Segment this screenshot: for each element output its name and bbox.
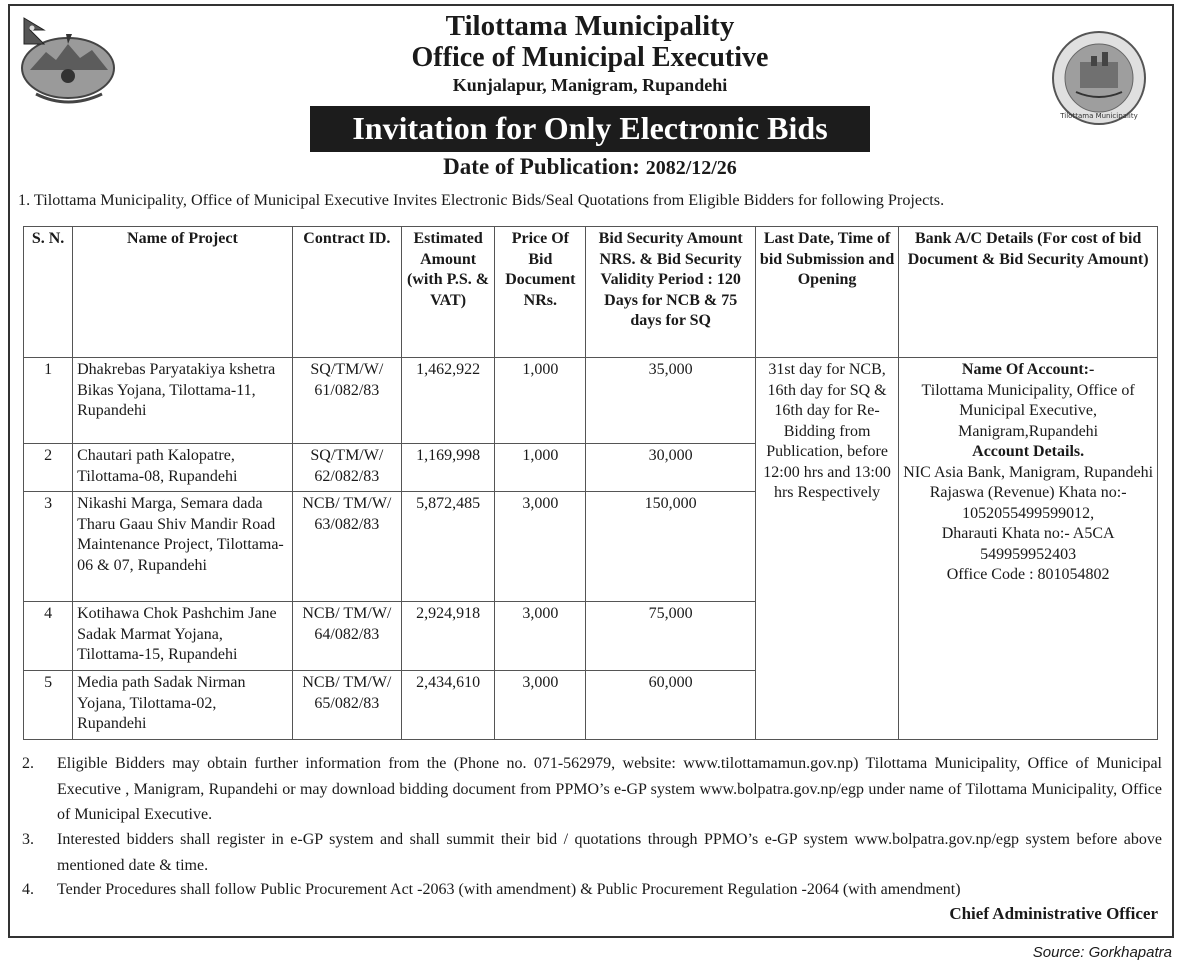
municipality-logo [1046,28,1152,126]
header-project: Name of Project [73,227,293,358]
bank-office-code: Office Code : 801054802 [946,566,1110,583]
header-last-date: Last Date, Time of bid Submission and Opening [755,227,898,358]
header-price: Price Of Bid Document NRs. [495,227,586,358]
notice-banner: Invitation for Only Electronic Bids [310,106,870,152]
cell-last-date: 31st day for NCB, 16th day for SQ & 16th day for Re-Bidding from Publication, before 12:00 hrs and 13:00 hrs Respectively [755,358,898,740]
bank-details-label: Account Details. [972,443,1085,460]
cell-project: Dhakrebas Paryatakiya kshetra Bikas Yojana, Tilottama-11, Rupandehi [73,358,293,444]
header-sn: S. N. [24,227,73,358]
header-amount: Estimated Amount (with P.S. & VAT) [401,227,494,358]
cell-sn: 1 [24,358,73,444]
cell-price: 3,000 [495,492,586,602]
paragraph-3 [22,827,1162,878]
header-contract: Contract ID. [292,227,401,358]
address: Kunjalapur, Manigram, Rupandehi [452,75,728,95]
cell-sn: 5 [24,671,73,740]
cell-project: Chautari path Kalopatre, Tilottama-08, Rupandehi [73,444,293,492]
cell-project: Media path Sadak Nirman Yojana, Tilottama-02, Rupandehi [73,671,293,740]
cell-price: 3,000 [495,671,586,740]
cell-security: 30,000 [586,444,755,492]
cell-contract: SQ/TM/W/ 62/082/83 [292,444,401,492]
paragraph-text: Eligible Bidders may obtain further information from the (Phone no. 071-562979, website: www.tilottamamun.gov.np) Tilottama Municipality, Office of Municipal Executive , Manigram, Rupandehi or may download bidding document from PPMO’s e-GP system www.bolpatra.gov.np/egp under name of Tilottama Municipality, Office of Municipal Executive. [57,755,1162,823]
cell-amount: 5,872,485 [401,492,494,602]
cell-contract: NCB/ TM/W/ 64/082/83 [292,602,401,671]
cell-amount: 1,462,922 [401,358,494,444]
bank-name: NIC Asia Bank, Manigram, Rupandehi [903,463,1154,481]
bank-dharauti-account: Dharauti Khata no:- A5CA 549959952403 [941,525,1115,563]
cell-bank-details [899,358,1158,740]
publication-value: 2082/12/26 [645,157,737,179]
office-title: Office of Municipal Executive [411,42,769,73]
paragraph-text: Tender Procedures shall follow Public Procurement Act -2063 (with amendment) & Public Procurement Regulation -2064 (with amendment) [57,881,961,898]
header-security: Bid Security Amount NRS. & Bid Security Validity Period : 120 Days for NCB & 75 days for SQ [586,227,755,358]
cell-security: 75,000 [586,602,755,671]
paragraph-2 [22,751,1162,828]
paragraph-4 [22,877,1162,903]
intro-paragraph: 1. Tilottama Municipality, Office of Municipal Executive Invites Electronic Bids/Seal Quotations from Eligible Bidders for following Projects. [18,191,945,209]
signature: Chief Administrative Officer [949,904,1158,923]
publication-label: Date of Publication: [443,154,640,179]
cell-project: Nikashi Marga, Semara dada Tharu Gaau Shiv Mandir Road Maintenance Project, Tilottama-06 & 07, Rupandehi [73,492,293,602]
bank-account-name: Tilottama Municipality, Office of Municipal Executive, Manigram,Rupandehi [921,381,1135,440]
paragraph-number: 3. [22,831,34,848]
cell-security: 60,000 [586,671,755,740]
paragraph-text: Interested bidders shall register in e-GP system and shall summit their bid / quotations through PPMO’s e-GP system www.bolpatra.gov.np/egp system before above mentioned date & time. [57,831,1162,874]
paragraph-number: 4. [22,881,34,898]
header-bank: Bank A/C Details (For cost of bid Document & Bid Security Amount) [899,227,1158,358]
bank-revenue-account: Rajaswa (Revenue) Khata no:- 1052055499599012, [929,484,1127,522]
bank-account-label: Name Of Account:- [961,361,1095,378]
nepal-emblem-logo [16,14,120,106]
bids-table [23,226,1158,740]
cell-sn: 3 [24,492,73,602]
cell-project: Kotihawa Chok Pashchim Jane Sadak Marmat Yojana, Tilottama-15, Rupandehi [73,602,293,671]
cell-security: 150,000 [586,492,755,602]
cell-sn: 4 [24,602,73,671]
cell-contract: SQ/TM/W/ 61/082/83 [292,358,401,444]
cell-contract: NCB/ TM/W/ 65/082/83 [292,671,401,740]
logo-right-caption: Tilottama Municipality [1060,112,1138,120]
cell-price: 1,000 [495,444,586,492]
cell-price: 3,000 [495,602,586,671]
cell-contract: NCB/ TM/W/ 63/082/83 [292,492,401,602]
source-credit: Source: Gorkhapatra [1032,944,1172,961]
cell-amount: 2,434,610 [401,671,494,740]
cell-price: 1,000 [495,358,586,444]
cell-sn: 2 [24,444,73,492]
table-header-row [24,227,1158,358]
cell-amount: 2,924,918 [401,602,494,671]
publication-date [300,154,880,180]
table-row [24,358,1158,444]
cell-security: 35,000 [586,358,755,444]
paragraph-number: 2. [22,755,34,772]
cell-amount: 1,169,998 [401,444,494,492]
municipality-title: Tilottama Municipality [445,10,735,42]
